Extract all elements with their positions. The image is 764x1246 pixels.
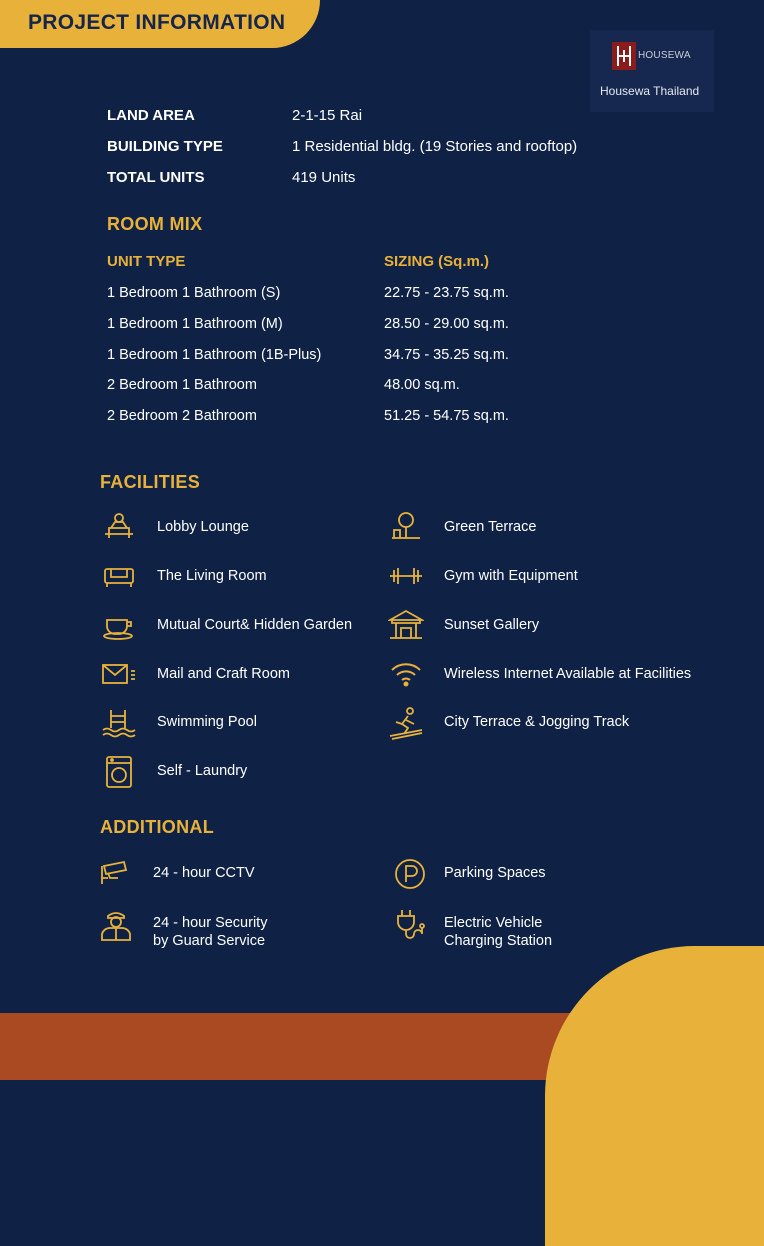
table-row-type: 1 Bedroom 1 Bathroom (1B-Plus) bbox=[107, 347, 322, 363]
logo-word: HOUSEWA bbox=[638, 50, 691, 61]
building-type-value: 1 Residential bldg. (19 Stories and rooftop) bbox=[292, 138, 578, 155]
facility-label: Mutual Court& Hidden Garden bbox=[157, 617, 353, 633]
additional-label: 24 - hour CCTV bbox=[153, 865, 255, 881]
parking-icon bbox=[392, 856, 428, 890]
facility-label: Mail and Craft Room bbox=[157, 666, 290, 682]
lobby-icon bbox=[101, 510, 137, 544]
total-units-value: 419 Units bbox=[292, 169, 356, 186]
facility-label: Swimming Pool bbox=[157, 714, 257, 730]
additional-label-line2: Charging Station bbox=[444, 933, 553, 949]
table-row-type: 1 Bedroom 1 Bathroom (S) bbox=[107, 285, 281, 301]
facility-label: Gym with Equipment bbox=[444, 568, 578, 584]
additional-label: Electric Vehicle bbox=[444, 915, 543, 931]
pool-icon bbox=[101, 706, 137, 740]
additional-label: Parking Spaces bbox=[444, 865, 546, 881]
building-type-label: BUILDING TYPE bbox=[107, 138, 223, 155]
facility-label: Sunset Gallery bbox=[444, 617, 540, 633]
table-row-size: 51.25 - 54.75 sq.m. bbox=[384, 408, 509, 424]
table-row-size: 28.50 - 29.00 sq.m. bbox=[384, 316, 509, 332]
tree-icon bbox=[388, 510, 424, 544]
pavilion-icon bbox=[388, 608, 424, 642]
table-row-size: 22.75 - 23.75 sq.m. bbox=[384, 285, 509, 301]
facilities-heading: FACILITIES bbox=[100, 472, 201, 492]
page-title: PROJECT INFORMATION bbox=[28, 11, 286, 34]
additional-label: 24 - hour Security bbox=[153, 915, 268, 931]
guard-icon bbox=[98, 908, 134, 942]
logo-name: Housewa Thailand bbox=[600, 84, 700, 98]
sofa-icon bbox=[101, 559, 137, 593]
facility-label: Wireless Internet Available at Facilities bbox=[444, 666, 692, 682]
wifi-icon bbox=[388, 657, 424, 691]
land-area-label: LAND AREA bbox=[107, 107, 195, 124]
sizing-header: SIZING (Sq.m.) bbox=[384, 253, 489, 270]
table-row-type: 2 Bedroom 1 Bathroom bbox=[107, 377, 257, 393]
table-row-type: 1 Bedroom 1 Bathroom (M) bbox=[107, 316, 283, 332]
logo bbox=[590, 30, 714, 112]
total-units-label: TOTAL UNITS bbox=[107, 169, 205, 186]
facility-label: Self - Laundry bbox=[157, 763, 248, 779]
facility-label: Lobby Lounge bbox=[157, 519, 249, 535]
additional-heading: ADDITIONAL bbox=[100, 817, 214, 837]
unit-type-header: UNIT TYPE bbox=[107, 253, 186, 270]
coffee-cup-icon bbox=[101, 608, 137, 642]
dumbbell-icon bbox=[388, 559, 424, 593]
mail-icon bbox=[101, 657, 137, 691]
cctv-icon bbox=[98, 856, 134, 890]
facility-label: Green Terrace bbox=[444, 519, 537, 535]
corner-decoration bbox=[545, 946, 764, 1246]
table-row-size: 48.00 sq.m. bbox=[384, 377, 460, 393]
facility-label: The Living Room bbox=[157, 568, 267, 584]
room-mix-heading: ROOM MIX bbox=[107, 214, 203, 234]
washing-machine-icon bbox=[101, 755, 137, 789]
facility-label: City Terrace & Jogging Track bbox=[444, 714, 630, 730]
logo-mark-icon bbox=[612, 42, 636, 70]
table-row-type: 2 Bedroom 2 Bathroom bbox=[107, 408, 257, 424]
additional-label-line2: by Guard Service bbox=[153, 933, 266, 949]
land-area-value: 2-1-15 Rai bbox=[292, 107, 363, 124]
jogging-icon bbox=[388, 706, 424, 740]
table-row-size: 34.75 - 35.25 sq.m. bbox=[384, 347, 509, 363]
ev-plug-icon bbox=[392, 908, 428, 942]
